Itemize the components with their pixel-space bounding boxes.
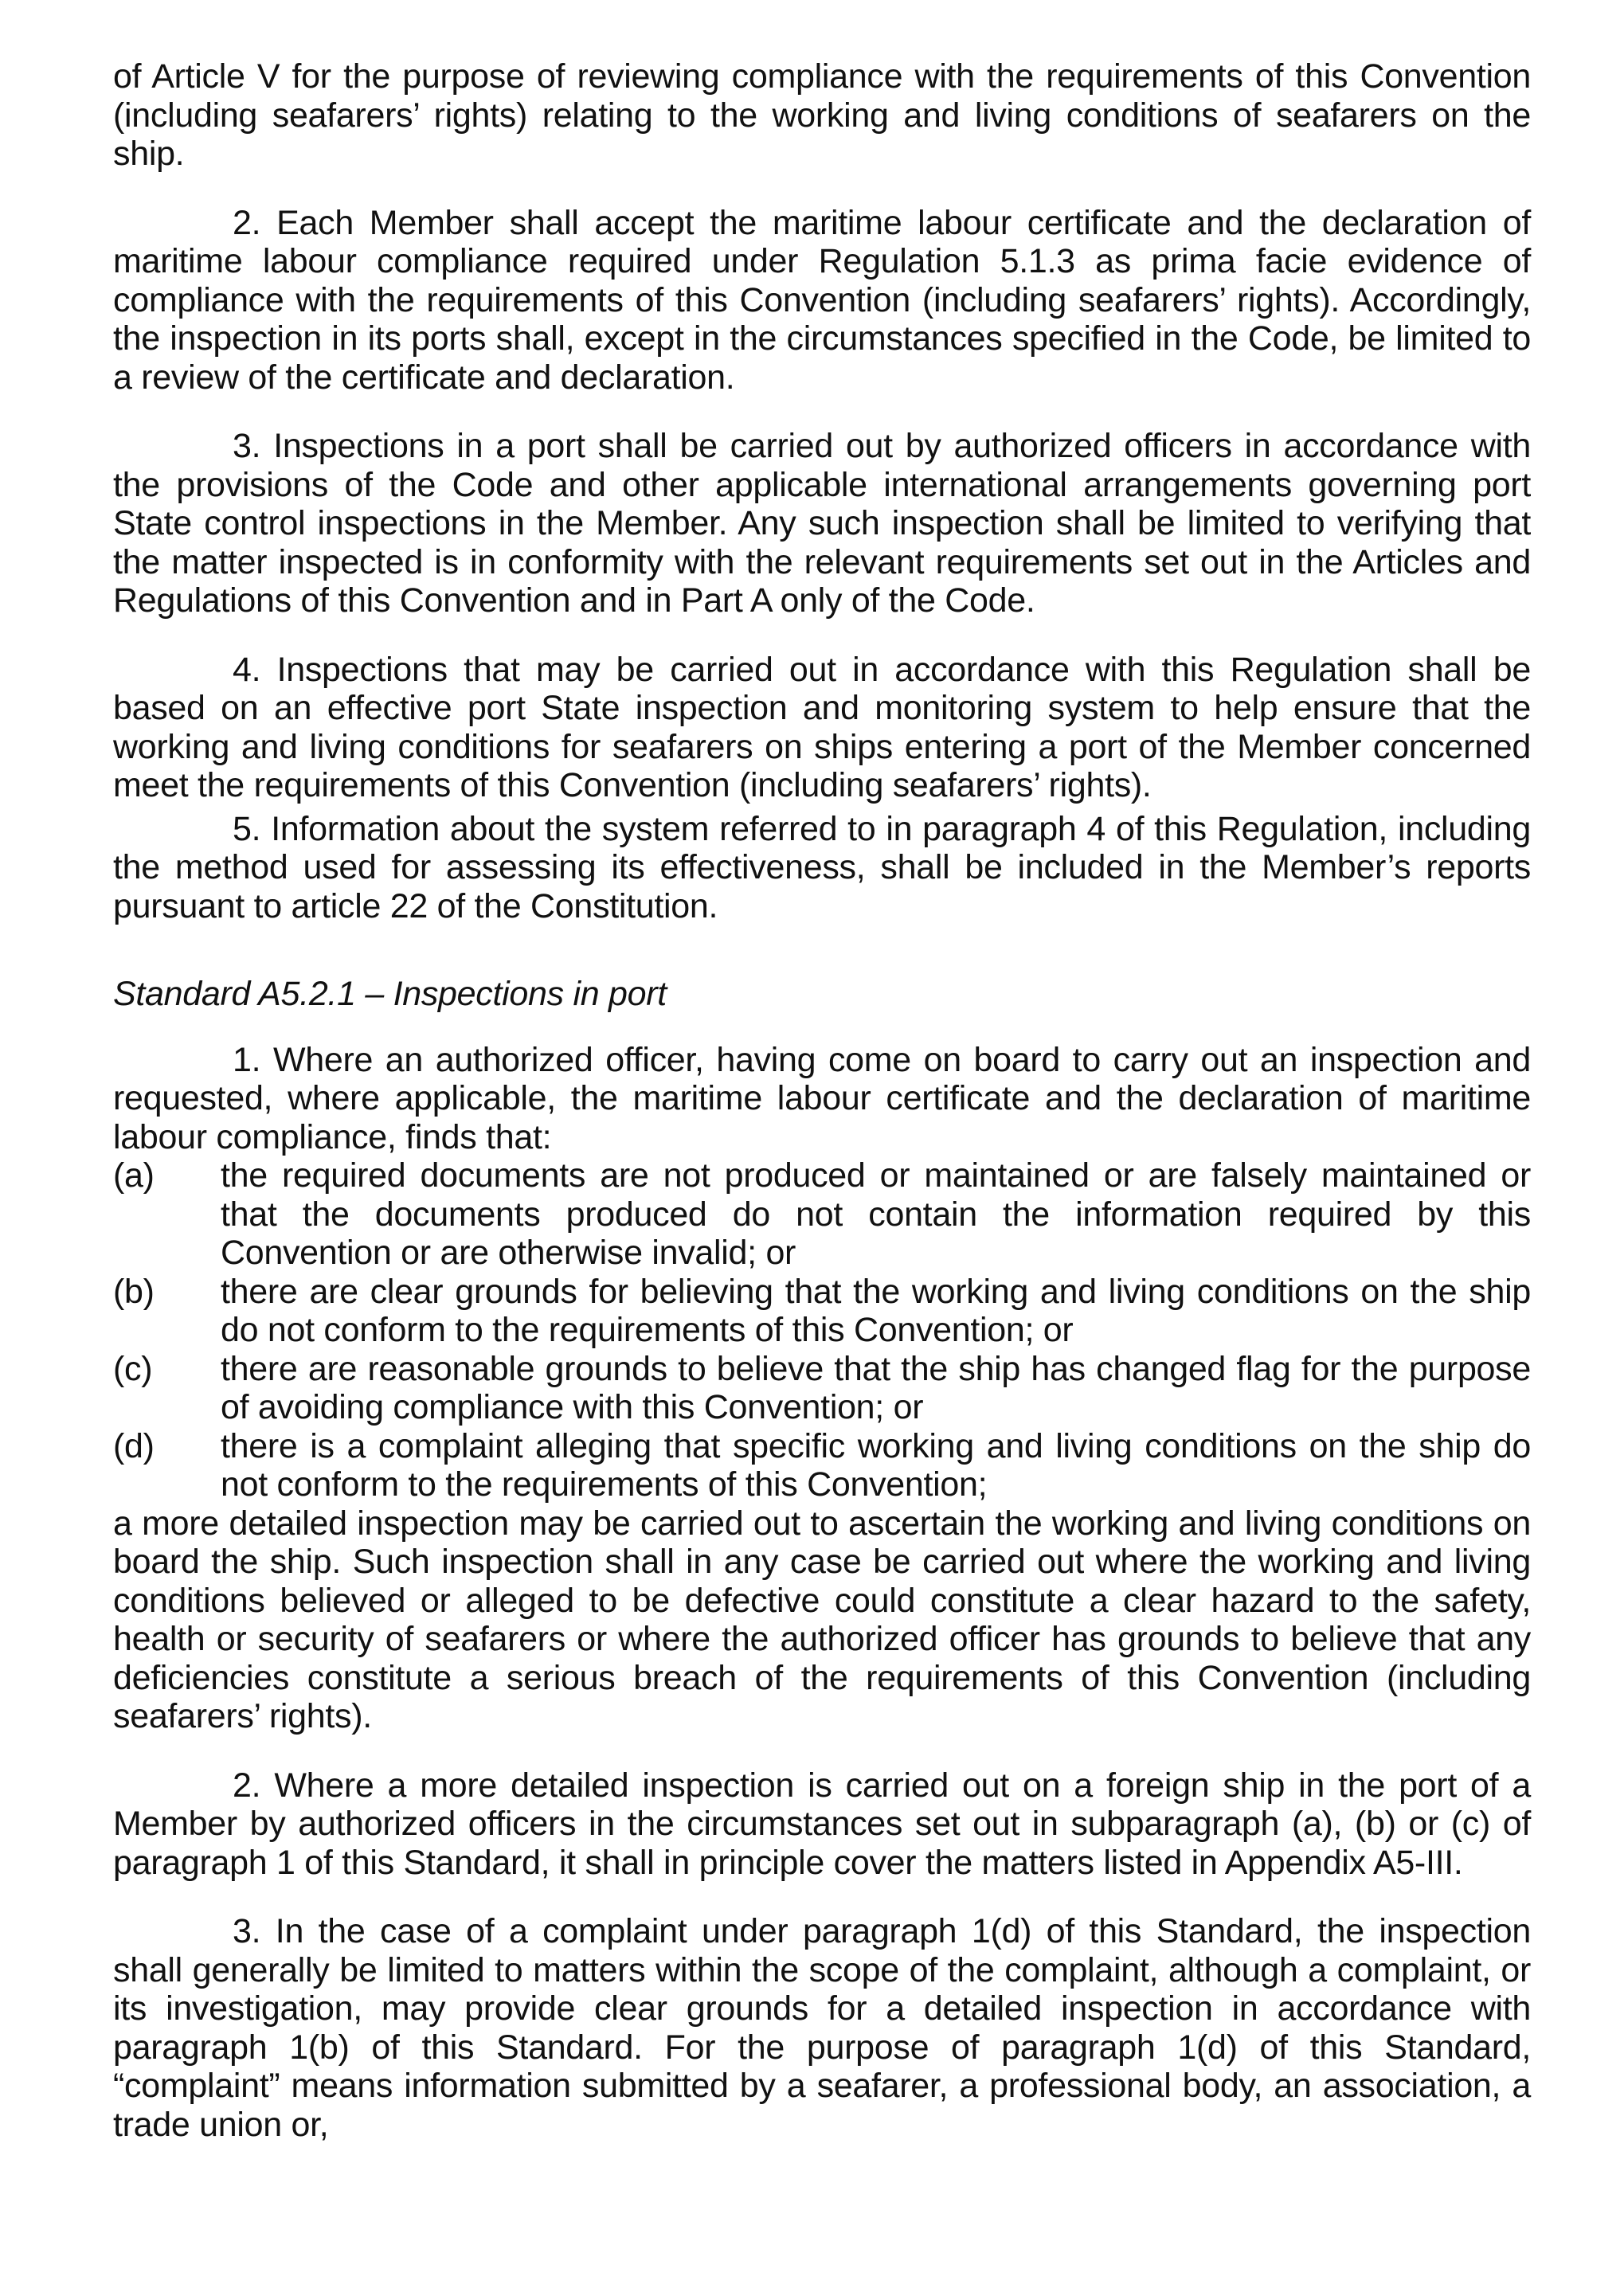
standard-heading: Standard A5.2.1 – Inspections in port: [113, 975, 667, 1013]
list-item: [113, 1156, 1531, 1273]
list-item-label: (a): [113, 1156, 155, 1195]
document-page: [113, 57, 1531, 2144]
regulation-paragraph-3: 3. Inspections in a port shall be carried out by authorized officers in accordance with the provisions of the Code and other applicable international arrangements governing port State control inspections in the Member. Any such inspection shall be limited to verifying that the matter inspected is in conformity with the relevant requirements set out in the Articles and Regulations of this Convention and in Part A only of the Code.: [113, 427, 1531, 620]
list-item-text: the required documents are not produced or maintained or are falsely maintained or that the documents produced do not contain the information required by this Convention or are otherwise invalid; or: [221, 1156, 1531, 1272]
list-item-label: (c): [113, 1349, 153, 1388]
regulation-paragraph-5: 5. Information about the system referred to in paragraph 4 of this Regulation, including the method used for assessing its effectiveness, shall be included in the Member’s reports pursuant to article 22 of the Constitution.: [113, 809, 1531, 925]
list-item: [113, 1427, 1531, 1504]
list-item-label: (d): [113, 1426, 155, 1465]
regulation-paragraph-continuation: of Article V for the purpose of reviewing compliance with the requirements of this Convention (including seafarers’ rights) relating to the working and living conditions of seafarers on the ship.: [113, 57, 1531, 173]
regulation-paragraph-2: 2. Each Member shall accept the maritime labour certificate and the declaration of maritime labour compliance required under Regulation 5.1.3 as prima facie evidence of compliance with the requirements of this Convention (including seafarers’ rights). Accordingly, the inspection in its ports shall, except in the circumstances specified in the Code, be limited to a review of the certificate and declaration.: [113, 203, 1531, 397]
list-item: [113, 1350, 1531, 1427]
standard-paragraph-1-list: [113, 1156, 1531, 1504]
standard-paragraph-1-conclusion: a more detailed inspection may be carried out to ascertain the working and living conditions on board the ship. Such inspection shall in any case be carried out where the working and living conditions believed or alleged to be defective could constitute a clear hazard to the safety, health or security of seafarers or where the authorized officer has grounds to believe that any deficiencies constitute a serious breach of the requirements of this Convention (including seafarers’ rights).: [113, 1504, 1531, 1735]
list-item-text: there are reasonable grounds to believe that the ship has changed flag for the purpose of avoiding compliance with this Convention; or: [221, 1349, 1531, 1426]
standard-paragraph-3: 3. In the case of a complaint under paragraph 1(d) of this Standard, the inspection shall generally be limited to matters within the scope of the complaint, although a complaint, or its investigation, may provide clear grounds for a detailed inspection in accordance with paragraph 1(b) of this Standard. For the purpose of paragraph 1(d) of this Standard, “complaint” means information submitted by a seafarer, a professional body, an association, a trade union or,: [113, 1912, 1531, 2144]
list-item-text: there are clear grounds for believing that the working and living conditions on the ship do not conform to the requirements of this Convention; or: [221, 1272, 1531, 1349]
list-item: [113, 1273, 1531, 1350]
list-item-text: there is a complaint alleging that specific working and living conditions on the ship do not conform to the requirements of this Convention;: [221, 1426, 1531, 1504]
list-item-label: (b): [113, 1272, 155, 1311]
regulation-paragraph-4: 4. Inspections that may be carried out in accordance with this Regulation shall be based on an effective port State inspection and monitoring system to help ensure that the working and living conditions for seafarers on ships entering a port of the Member concerned meet the requirements of this Convention (including seafarers’ rights).: [113, 650, 1531, 804]
standard-paragraph-2: 2. Where a more detailed inspection is carried out on a foreign ship in the port of a Member by authorized officers in the circumstances set out in subparagraph (a), (b) or (c) of paragraph 1 of this Standard, it shall in principle cover the matters listed in Appendix A5-III.: [113, 1766, 1531, 1882]
standard-paragraph-1-intro: 1. Where an authorized officer, having come on board to carry out an inspection and requested, where applicable, the maritime labour certificate and the declaration of maritime labour compliance, finds that:: [113, 1040, 1531, 1156]
